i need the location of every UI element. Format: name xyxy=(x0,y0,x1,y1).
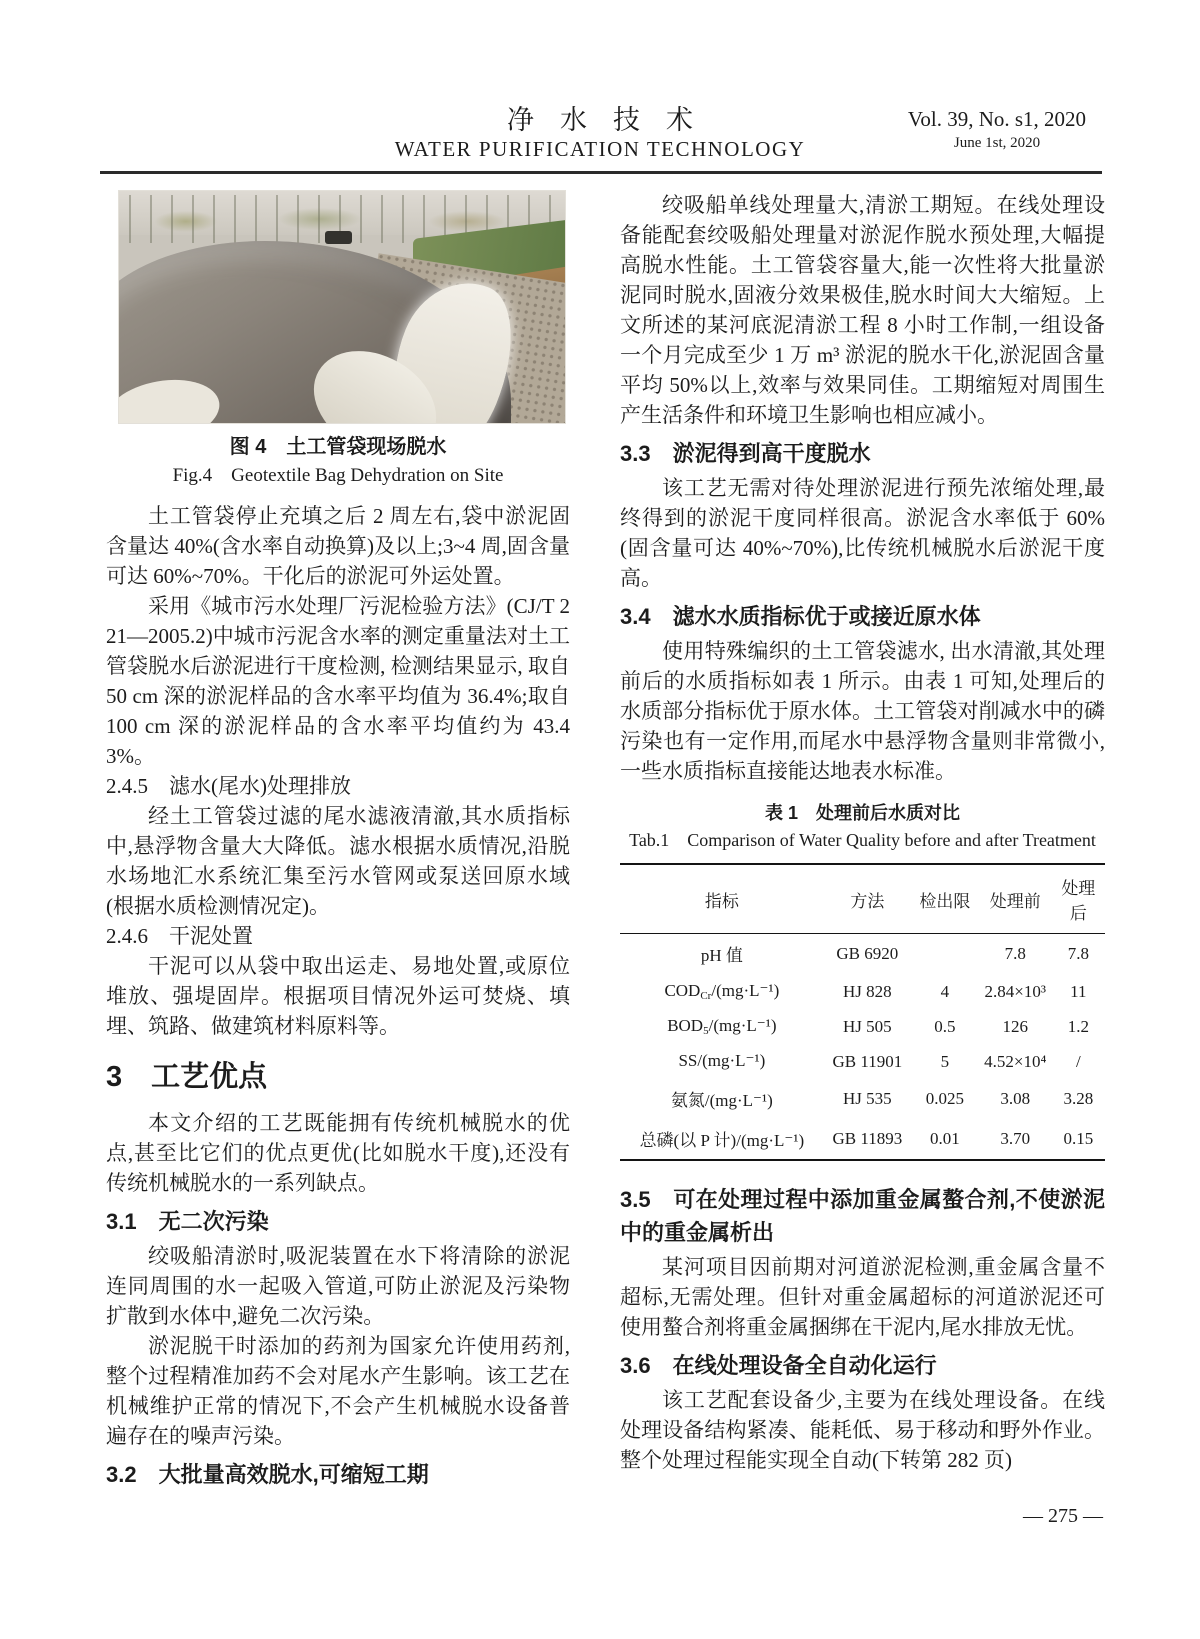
indicator-base: SS xyxy=(678,1051,698,1070)
table-row xyxy=(620,1009,1105,1044)
cell-after: 11 xyxy=(1070,981,1087,1001)
volume-block xyxy=(872,106,1122,154)
col-header-after: 处理后 xyxy=(1052,864,1105,934)
paragraph-no-secondary-pollution-a: 绞吸船清淤时,吸泥装置在水下将清除的淤泥连同周围的水一起吸入管道,可防止淤泥及污染物扩散到水体中,避免二次污染。 xyxy=(106,1244,570,1328)
cell-detection-limit: 5 xyxy=(940,1051,950,1071)
paragraph-chelating-agent: 某河项目因前期对河道淤泥检测,重金属含量不超标,无需处理。但针对重金属超标的河道淤泥还可使用螯合剂将重金属捆绑在干泥内,尾水排放无忧。 xyxy=(620,1255,1105,1339)
cell-method: HJ 828 xyxy=(843,981,892,1001)
journal-title-zh: 净水技术 xyxy=(507,105,719,135)
cell-indicator xyxy=(620,934,824,975)
issue-date: June 1st, 2020 xyxy=(953,135,1041,151)
cell-indicator xyxy=(620,1079,824,1119)
heading-3-6: 3.6 在线处理设备全自动化运行 xyxy=(620,1353,937,1378)
col-header-method: 方法 xyxy=(824,864,911,934)
cell-detection-limit: 4 xyxy=(940,981,950,1001)
indicator-base: 总磷(以 P 计) xyxy=(639,1131,737,1150)
heading-3-process-advantages: 3 工艺优点 xyxy=(106,1061,268,1093)
cell-before: 4.52×10⁴ xyxy=(984,1051,1047,1071)
page-number: — 275 — xyxy=(1023,1505,1103,1527)
indicator-subscript: 5 xyxy=(703,1025,709,1037)
col-header-indicator: 指标 xyxy=(620,864,824,934)
cell-before: 3.08 xyxy=(1000,1089,1031,1108)
cell-detection-limit: 0.5 xyxy=(934,1016,956,1036)
paragraph-filtrate-quality: 使用特殊编织的土工管袋滤水, 出水清澈,其处理前后的水质指标如表 1 所示。由表 1 可知,处理后的水质部分指标优于原水体。土工管袋对削减水中的磷污染也有一定作用,而尾水中悬浮物含量则非常微小,一些水质指标直接能达地表水标准。 xyxy=(620,639,1105,783)
table-title-en: Tab.1 Comparison of Water Quality before and after Treatment xyxy=(629,830,1096,850)
cell-detection-limit: 0.01 xyxy=(930,1129,960,1148)
cell-method: GB 11901 xyxy=(832,1051,903,1071)
left-column xyxy=(106,190,570,1548)
indicator-base: COD xyxy=(664,981,701,1000)
water-quality-table xyxy=(620,863,1105,1161)
cell-method: HJ 535 xyxy=(843,1089,892,1108)
cell-detection-limit: 0.025 xyxy=(925,1089,965,1108)
indicator-unit: /(mg·L⁻¹) xyxy=(711,981,780,1000)
heading-3-1: 3.1 无二次污染 xyxy=(106,1209,269,1234)
col-header-detection-limit: 检出限 xyxy=(911,864,979,934)
indicator-unit: /(mg·L⁻¹) xyxy=(708,1016,777,1035)
cell-before: 126 xyxy=(1002,1016,1028,1036)
cell-after: 3.28 xyxy=(1063,1089,1094,1108)
figure-caption-zh: 图 4 土工管袋现场脱水 xyxy=(229,436,447,458)
cell-before: 2.84×10³ xyxy=(984,981,1046,1001)
header-rule xyxy=(100,171,1102,174)
right-column xyxy=(620,190,1105,1548)
cell-indicator xyxy=(620,1119,824,1160)
table-row xyxy=(620,1044,1105,1079)
paragraph-advantages-intro: 本文介绍的工艺既能拥有传统机械脱水的优点,甚至比它们的优点更优(比如脱水干度),还没有传统机械脱水的一系列缺点。 xyxy=(106,1111,570,1195)
cell-after: 0.15 xyxy=(1063,1129,1094,1148)
heading-3-2: 3.2 大批量高效脱水,可缩短工期 xyxy=(106,1462,429,1487)
figure-photo xyxy=(118,190,566,424)
cell-before: 7.8 xyxy=(1004,944,1026,963)
cell-before: 3.70 xyxy=(1000,1129,1031,1148)
table-row xyxy=(620,934,1105,975)
indicator-unit: /(mg·L⁻¹) xyxy=(736,1131,805,1150)
table-row xyxy=(620,1079,1105,1119)
indicator-subscript: Cr xyxy=(700,990,712,1002)
col-header-before: 处理前 xyxy=(979,864,1052,934)
table-header-row xyxy=(620,864,1105,934)
journal-header xyxy=(0,0,1200,174)
cell-after: 7.8 xyxy=(1067,944,1089,963)
two-column-body xyxy=(0,174,1200,1548)
cell-indicator xyxy=(620,974,824,1009)
indicator-base: 氨氮 xyxy=(670,1091,705,1110)
heading-3-4: 3.4 滤水水质指标优于或接近原水体 xyxy=(620,604,981,629)
indicator-base: BOD xyxy=(667,1016,704,1035)
cell-method: GB 6920 xyxy=(836,944,899,963)
cell-indicator xyxy=(620,1009,824,1044)
indicator-unit: /(mg·L⁻¹) xyxy=(704,1091,773,1110)
paragraph-dry-mud-disposal: 干泥可以从袋中取出运走、易地处置,或原位堆放、强堤固岸。根据项目情况外运可焚烧、填埋、筑路、做建筑材料原料等。 xyxy=(106,954,570,1038)
cell-after: / xyxy=(1075,1051,1081,1071)
paragraph-test-method: 采用《城市污水处理厂污泥检验方法》(CJ/T 221—2005.2)中城市污泥含水率的测定重量法对土工管袋脱水后淤泥进行干度检测, 检测结果显示, 取自 50 cm 深的淤泥样品的含水率平均值为 36.4%;取自 100 cm 深的淤泥样品的含水率平均值约为 43.43%。 xyxy=(106,594,570,768)
paragraph-fill-time: 土工管袋停止充填之后 2 周左右,袋中淤泥固含量达 40%(含水率自动换算)及以上;3~4 周,固含量可达 60%~70%。干化后的淤泥可外运处置。 xyxy=(106,504,570,588)
cell-method: GB 11893 xyxy=(832,1129,903,1148)
heading-3-3: 3.3 淤泥得到高干度脱水 xyxy=(620,441,871,466)
heading-2-4-5: 2.4.5 滤水(尾水)处理排放 xyxy=(106,774,351,798)
volume-line: Vol. 39, No. s1, 2020 xyxy=(907,107,1087,131)
cell-detection-limit xyxy=(911,934,979,975)
cell-after: 1.2 xyxy=(1067,1016,1089,1036)
figure-caption-en: Fig.4 Geotextile Bag Dehydration on Site xyxy=(172,465,504,486)
table-row xyxy=(620,1119,1105,1160)
table-row xyxy=(620,974,1105,1009)
indicator-unit: /(mg·L⁻¹) xyxy=(697,1051,766,1070)
journal-title-en: WATER PURIFICATION TECHNOLOGY xyxy=(394,137,806,161)
table-title-zh: 表 1 处理前后水质对比 xyxy=(764,803,960,823)
paragraph-automation: 该工艺配套设备少,主要为在线处理设备。在线处理设备结构紧凑、能耗低、易于移动和野外作业。整个处理过程能实现全自动(下转第 282 页) xyxy=(620,1388,1105,1472)
paragraph-filtrate-discharge: 经土工管袋过滤的尾水滤液清澈,其水质指标中,悬浮物含量大大降低。滤水根据水质情况,沿脱水场地汇水系统汇集至污水管网或泵送回原水域(根据水质检测情况定)。 xyxy=(106,804,570,918)
paragraph-high-dryness: 该工艺无需对待处理淤泥进行预先浓缩处理,最终得到的淤泥干度同样很高。淤泥含水率低于 60%(固含量可达 40%~70%),比传统机械脱水后淤泥干度高。 xyxy=(620,476,1105,590)
heading-3-5: 3.5 可在处理过程中添加重金属螯合剂,不使淤泥中的重金属析出 xyxy=(620,1187,1105,1245)
photo-dredger-object xyxy=(325,231,352,244)
paragraph-no-secondary-pollution-b: 淤泥脱干时添加的药剂为国家允许使用药剂,整个过程精准加药不会对尾水产生影响。该工艺在机械维护正常的情况下,不会产生机械脱水设备普遍存在的噪声污染。 xyxy=(106,1334,570,1448)
indicator-base: pH 值 xyxy=(700,946,743,965)
cell-method: HJ 505 xyxy=(843,1016,892,1036)
heading-2-4-6: 2.4.6 干泥处置 xyxy=(106,924,253,948)
cell-indicator xyxy=(620,1044,824,1079)
paragraph-batch-dewatering: 绞吸船单线处理量大,清淤工期短。在线处理设备能配套绞吸船处理量对淤泥作脱水预处理,大幅提高脱水性能。土工管袋容量大,能一次性将大批量淤泥同时脱水,固液分效果极佳,脱水时间大大缩短。上文所述的某河底泥清淤工程 8 小时工作制,一组设备一个月完成至少 1 万 m³ 淤泥的脱水干化,淤泥固含量平均 50%以上,效率与效果同佳。工期缩短对周围生产生活条件和环境卫生影响也相应减小。 xyxy=(620,193,1105,427)
